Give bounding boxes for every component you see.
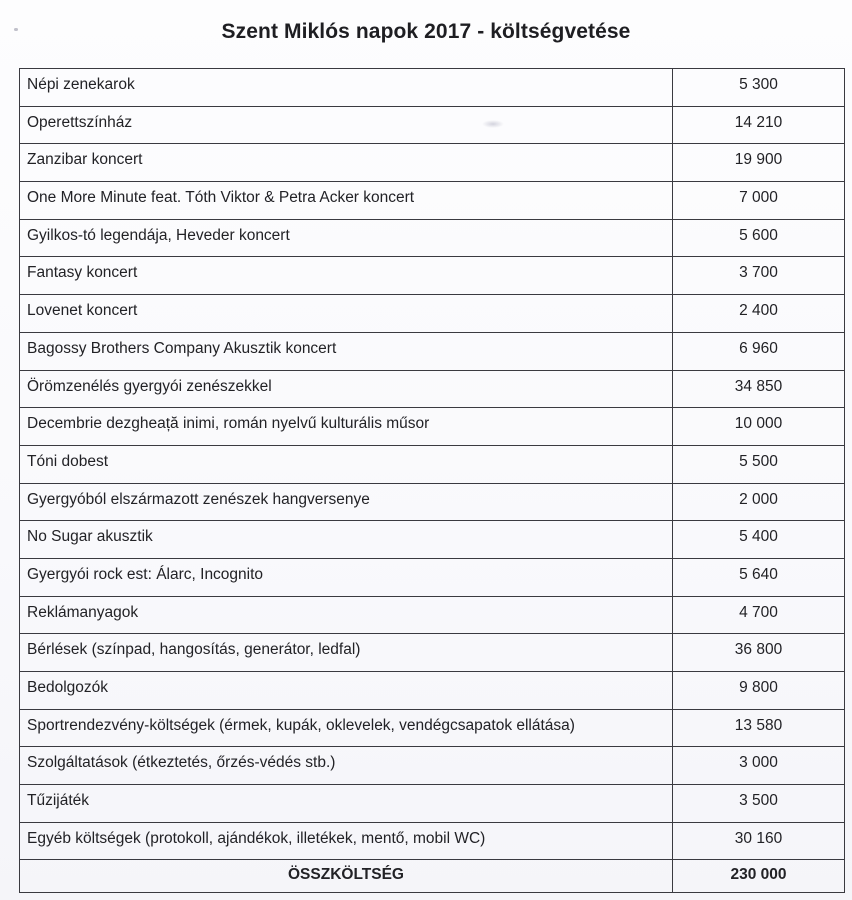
- row-amount: 14 210: [673, 106, 845, 144]
- row-amount: 4 700: [673, 596, 845, 634]
- row-amount: 30 160: [673, 822, 845, 860]
- row-amount: 3 500: [673, 785, 845, 823]
- row-amount: 3 000: [673, 747, 845, 785]
- table-row: [20, 747, 845, 785]
- document-title: Szent Miklós napok 2017 - költségvetése: [221, 20, 631, 43]
- row-amount: 9 800: [673, 672, 845, 710]
- row-item: Tűzijáték: [20, 785, 673, 823]
- row-amount: 5 600: [673, 219, 845, 257]
- row-item: Gyergyóból elszármazott zenészek hangversenye: [20, 483, 673, 521]
- row-item: Bedolgozók: [20, 672, 673, 710]
- row-item: Tóni dobest: [20, 445, 673, 483]
- row-item: Népi zenekarok: [20, 69, 673, 107]
- table-row: [20, 445, 845, 483]
- row-item: Gyilkos-tó legendája, Heveder koncert: [20, 219, 673, 257]
- table-row: [20, 709, 845, 747]
- row-item: Sportrendezvény-költségek (érmek, kupák, oklevelek, vendégcsapatok ellátása): [20, 709, 673, 747]
- table-row: [20, 483, 845, 521]
- total-amount: 230 000: [673, 860, 845, 893]
- table-row: [20, 257, 845, 295]
- row-item: Szolgáltatások (étkeztetés, őrzés-védés stb.): [20, 747, 673, 785]
- row-item: Egyéb költségek (protokoll, ajándékok, illetékek, mentő, mobil WC): [20, 822, 673, 860]
- row-item: Bérlések (színpad, hangosítás, generátor, ledfal): [20, 634, 673, 672]
- row-item: One More Minute feat. Tóth Viktor & Petra Acker koncert: [20, 182, 673, 220]
- row-amount: 10 000: [673, 408, 845, 446]
- row-amount: 6 960: [673, 332, 845, 370]
- table-row: [20, 672, 845, 710]
- table-row: [20, 370, 845, 408]
- row-item: Örömzenélés gyergyói zenészekkel: [20, 370, 673, 408]
- row-item: Reklámanyagok: [20, 596, 673, 634]
- table-row: [20, 596, 845, 634]
- total-row: [20, 860, 845, 893]
- row-amount: 3 700: [673, 257, 845, 295]
- row-amount: 5 300: [673, 69, 845, 107]
- table-row: [20, 822, 845, 860]
- table-row: [20, 106, 845, 144]
- row-item: No Sugar akusztik: [20, 521, 673, 559]
- table-row: [20, 521, 845, 559]
- total-label: ÖSSZKÖLTSÉG: [20, 860, 673, 893]
- table-row: [20, 144, 845, 182]
- table-row: [20, 408, 845, 446]
- row-amount: 7 000: [673, 182, 845, 220]
- row-item: Operettszínház: [20, 106, 673, 144]
- row-amount: 34 850: [673, 370, 845, 408]
- row-amount: 2 000: [673, 483, 845, 521]
- row-item: Lovenet koncert: [20, 295, 673, 333]
- row-item: Zanzibar koncert: [20, 144, 673, 182]
- row-item: Fantasy koncert: [20, 257, 673, 295]
- row-amount: 5 400: [673, 521, 845, 559]
- budget-table: [19, 68, 845, 893]
- table-row: [20, 182, 845, 220]
- budget-table-body: [20, 69, 845, 893]
- table-row: [20, 558, 845, 596]
- row-amount: 2 400: [673, 295, 845, 333]
- row-amount: 13 580: [673, 709, 845, 747]
- row-amount: 19 900: [673, 144, 845, 182]
- row-item: Gyergyói rock est: Álarc, Incognito: [20, 558, 673, 596]
- row-amount: 5 500: [673, 445, 845, 483]
- table-row: [20, 634, 845, 672]
- row-amount: 5 640: [673, 558, 845, 596]
- table-row: [20, 332, 845, 370]
- table-row: [20, 295, 845, 333]
- row-item: Decembrie dezgheață inimi, román nyelvű kulturális műsor: [20, 408, 673, 446]
- table-row: [20, 785, 845, 823]
- row-amount: 36 800: [673, 634, 845, 672]
- row-item: Bagossy Brothers Company Akusztik koncert: [20, 332, 673, 370]
- table-row: [20, 69, 845, 107]
- table-row: [20, 219, 845, 257]
